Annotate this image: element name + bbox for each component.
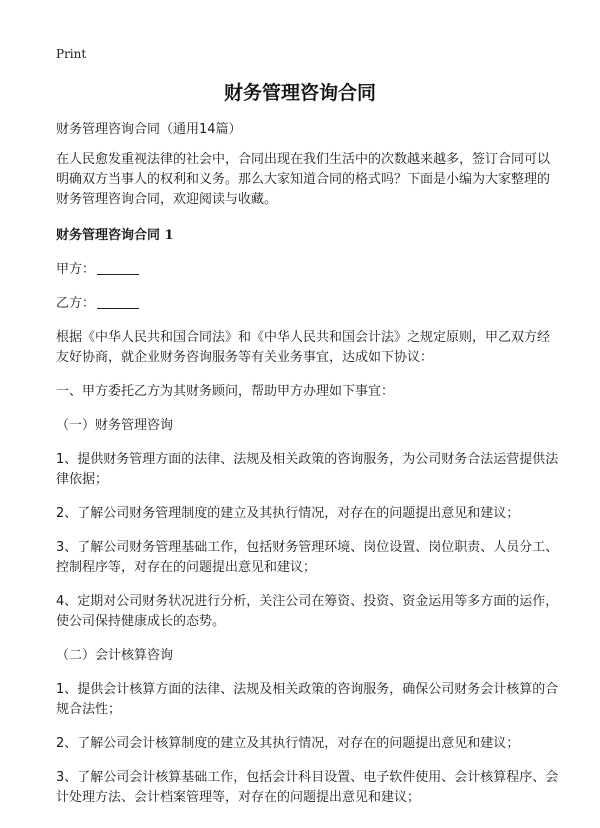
intro-paragraph: 在人民愈发重视法律的社会中，合同出现在我们生活中的次数越来越多，签订合同可以明确双方当事人的权利和义务。那么大家知道合同的格式吗？下面是小编为大家整理的财务管理咨询合同，欢迎阅读与收藏。 — [56, 152, 551, 207]
body-paragraph: 2、了解公司会计核算制度的建立及其执行情况，对存在的问题提出意见和建议； — [56, 736, 520, 751]
body-paragraph: 一、甲方委托乙方为其财务顾问，帮助甲方办理如下事宜： — [56, 384, 395, 399]
page-title: 财务管理咨询合同 — [223, 82, 376, 104]
section-heading: 财务管理咨询合同 1 — [56, 228, 174, 243]
party-a-label: 甲方： — [56, 262, 96, 277]
body-paragraph: 根据《中华人民共和国合同法》和《中华人民共和国会计法》之规定原则，甲乙双方经友好协商，就企业财务咨询服务等有关业务事宜，达成如下协议： — [56, 330, 551, 365]
subsection-heading: （一）财务管理咨询 — [56, 418, 174, 433]
party-a-line — [56, 260, 560, 280]
document-subtitle: 财务管理咨询合同（通用14篇） — [56, 122, 242, 137]
party-b-label: 乙方： — [56, 296, 96, 311]
document-body — [56, 120, 560, 820]
body-paragraph: 3、了解公司财务管理基础工作，包括财务管理环境、岗位设置、岗位职责、人员分工、控制程序等，对存在的问题提出意见和建议； — [56, 540, 559, 575]
subsection-heading: （二）会计核算咨询 — [56, 648, 174, 663]
party-a-blank — [97, 260, 139, 275]
party-b-line — [56, 294, 560, 314]
body-paragraph: 3、了解公司会计核算基础工作，包括会计科目设置、电子软件使用、会计核算程序、会计处理方法、会计档案管理等，对存在的问题提出意见和建议； — [56, 770, 559, 805]
body-paragraph: 4、定期对公司财务状况进行分析，关注公司在筹资、投资、资金运用等多方面的运作，使公司保持健康成长的态势。 — [56, 594, 559, 629]
body-paragraph: 1、提供财务管理方面的法律、法规及相关政策的咨询服务，为公司财务合法运营提供法律依据； — [56, 452, 559, 487]
print-link[interactable]: Print — [56, 47, 87, 61]
party-b-blank — [97, 294, 139, 309]
body-paragraph: 2、了解公司财务管理制度的建立及其执行情况，对存在的问题提出意见和建议； — [56, 506, 520, 521]
body-paragraph: 1、提供会计核算方面的法律、法规及相关政策的咨询服务，确保公司财务会计核算的合规合法性； — [56, 682, 559, 717]
